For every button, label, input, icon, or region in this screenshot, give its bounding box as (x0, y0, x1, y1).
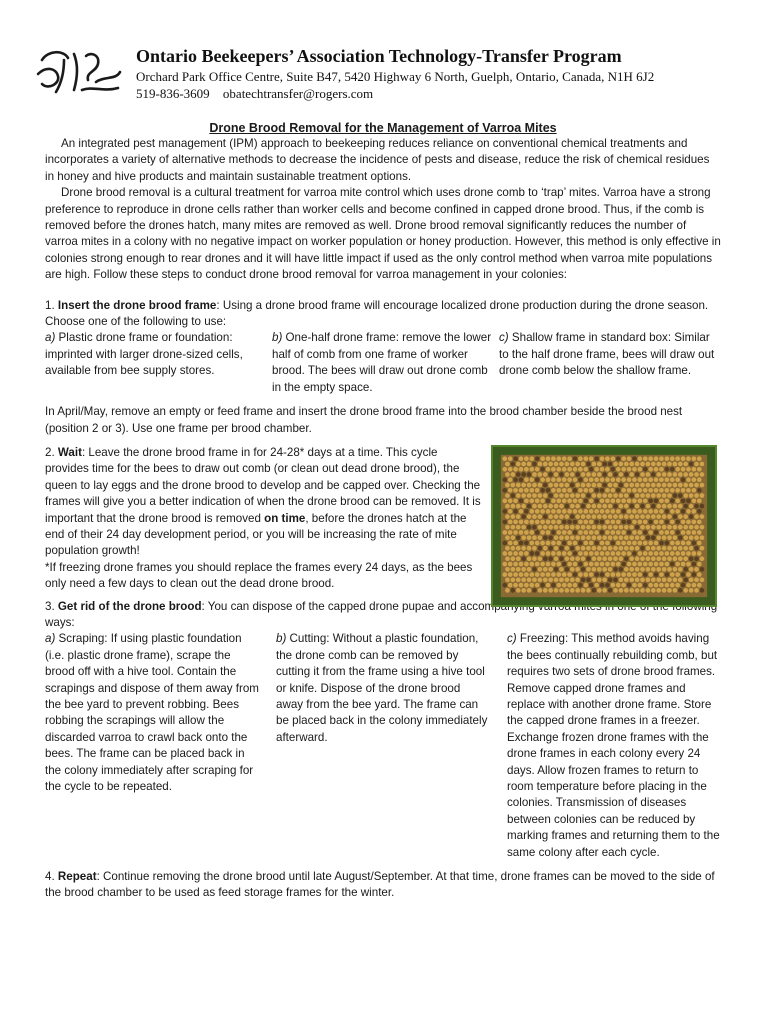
organization-title: Ontario Beekeepers’ Association Technology-Transfer Program (136, 46, 622, 66)
option-b: b) One-half drone frame: remove the lower half of comb from one frame of worker brood. The bees will draw out drone comb in the empty space. (272, 331, 492, 394)
step-title: Wait (57, 445, 82, 459)
step-title: Repeat (57, 870, 97, 884)
step-1-followup: In April/May, remove an empty or feed frame and insert the drone brood frame into the brood chamber beside the brood nest (position 2 or 3). Use one frame per brood chamber. (45, 405, 683, 435)
bee-logo-icon (34, 46, 128, 96)
document-body (45, 120, 721, 902)
contact-line (136, 85, 654, 102)
step-1-heading (45, 298, 721, 331)
step-text: : You can dispose of the capped drone pupae and accompanying varroa mites in one of the following ways: (45, 599, 718, 629)
option-c: c) Shallow frame in standard box: Similar to the half drone frame, bees will draw out drone comb below the shallow frame. (499, 331, 715, 378)
step-3-options (45, 631, 721, 861)
document-title: Drone Brood Removal for the Management of Varroa Mites (209, 121, 557, 135)
option-a: a) Plastic drone frame or foundation: imprinted with larger drone-sized cells, available from bee supply stores. (45, 331, 243, 378)
step-4-paragraph (45, 869, 721, 902)
step-1-options (45, 330, 721, 396)
option-b: b) Cutting: Without a plastic foundation, the drone comb can be removed by cutting it from the frame using a hive tool or knife. Dispose of the drone brood away from the bee yard. The frame can be placed back in the colony immediately afterward. (276, 632, 488, 744)
organization-address: Orchard Park Office Centre, Suite B47, 5420 Highway 6 North, Guelph, Ontario, Canada, N1H 6J2 (136, 69, 655, 84)
drone-brood-frame-photo (491, 445, 717, 607)
phone-number: 519-836-3609 (136, 86, 210, 101)
step-title: Get rid of the drone brood (57, 599, 202, 613)
step-2-note: *If freezing drone frames you should replace the frames every 24 days, as the bees only need a few days to clean out the dead drone brood. (45, 560, 473, 591)
organization-info (136, 44, 654, 102)
step-2-section (45, 445, 721, 593)
step-number: 1. (45, 298, 55, 312)
step-text: : Using a drone brood frame will encourage localized drone production during the drone season. Choose one of the following to use: (45, 298, 709, 329)
letterhead (34, 44, 754, 104)
option-c: c) Freezing: This method avoids having the bees continually rebuilding comb, but requires two sets of drone brood frames. Remove capped drone frames and replace with another drone frame. Store the capped drone frames in a freezer. Exchange frozen drone frames with the drone frames in each colony every 24 days. Allow frozen frames to return to room temperature before placing in the colonies. Transmission of diseases between colonies can be reduced by marking frames and returning them to the same colony after each cycle. (507, 632, 720, 859)
option-a: a) Scraping: If using plastic foundation (i.e. plastic drone frame), scrape the brood off with a hive tool. Contain the scrapings and dispose of them away from the bee yard to prevent robbing. Bees robbing the scrapings will allow the discarded varroa to crawl back onto the bees. The frame can be placed back in the colony immediately after scraping for the cycle to be repeated. (45, 632, 259, 794)
step-title: Insert the drone brood frame (57, 298, 217, 312)
intro-paragraph-2: Drone brood removal is a cultural treatment for varroa mite control which uses drone comb to ‘trap’ mites. Varroa have a strong preference to reproduce in drone cells rather than worker cells and become confined in capped drone brood. Thus, if the comb is removed before the drones hatch, many mites are removed as well. Drone brood removal significantly reduces the number of varroa mites in a colony with no negative impact on worker population or honey production. However, this method is only effective in colonies strong enough to rear drones and it will have little impact if used as the only control method when varroa mite populations are high. Follow these steps to conduct drone brood removal for varroa management in your colonies: (45, 186, 721, 282)
step-number: 3. (45, 599, 55, 613)
intro-paragraph-1: An integrated pest management (IPM) approach to beekeeping reduces reliance on conventional chemical treatments and incorporates a variety of alternative methods to decrease the incidence of pests and disease, reduce the risk of chemical residues in honey and hive products and maintain sustainable treatment options. (45, 137, 710, 183)
step-text: : Continue removing the drone brood until late August/September. At that time, drone frames can be moved to the side of the brood chamber to be used as feed storage frames for the winter. (45, 870, 715, 900)
step-number: 2. (45, 445, 55, 459)
emphasis-on-time: on time (264, 511, 306, 525)
step-2-paragraph: 2. Wait: Leave the drone brood frame in for 24-28* days at a time. This cycle provides time for the bees to draw out comb (or clean out dead drone brood), the queen to lay eggs and the drone brood to develop and be capped over. Checking the frames will give you a better indication of when the drone brood can be removed. It is important that the drone brood is removed on time, before the drones hatch at the end of their 24 day development period, or you will be increasing the rate of mite population growth! (45, 445, 481, 558)
email-address[interactable]: obatechtransfer@rogers.com (222, 86, 374, 101)
step-number: 4. (45, 870, 55, 884)
